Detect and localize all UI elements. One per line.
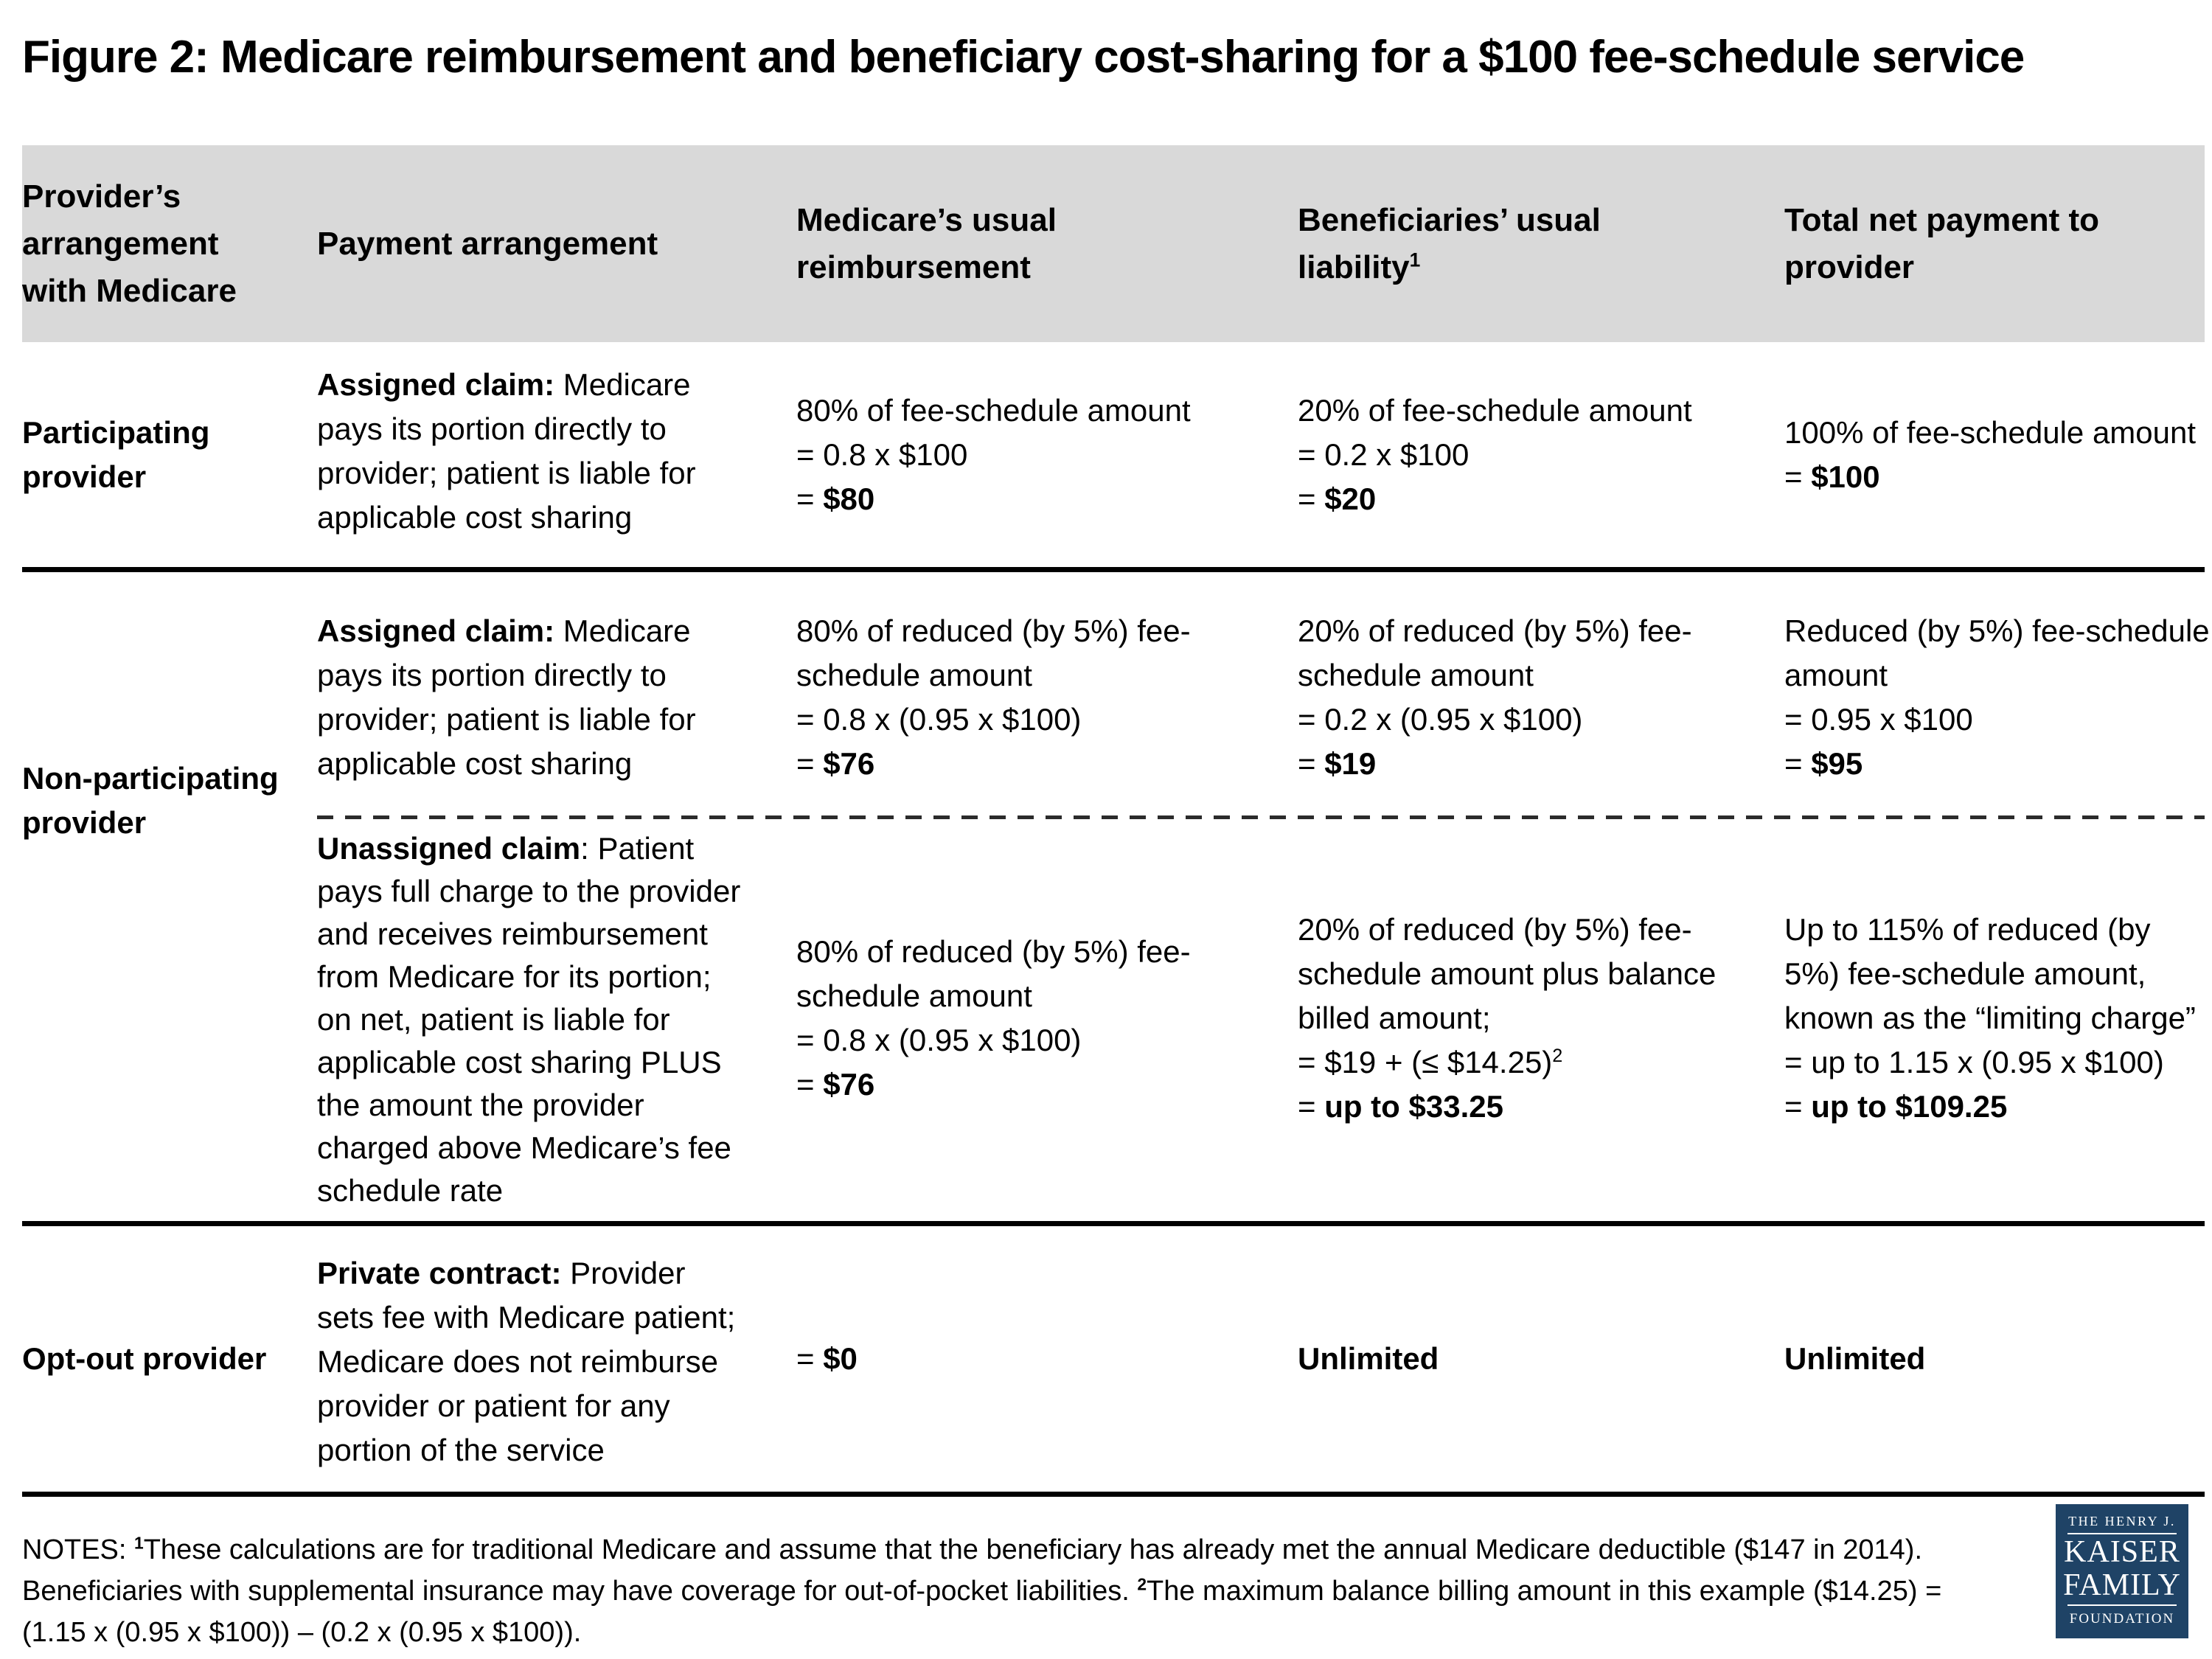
opt-out-reimbursement: = $0 — [796, 1341, 858, 1376]
logo-line-henry-j: THE HENRY J. — [2068, 1514, 2176, 1528]
logo-line-foundation: FOUNDATION — [2069, 1611, 2175, 1627]
participating-payment-arrangement: Assigned claim: Medicare pays its portion directly to provider; patient is liable for applicable cost sharing — [317, 367, 696, 535]
dashed-divider — [317, 815, 2205, 819]
nonpar-unassigned-payment-arrangement: Unassigned claim: Patient pays full charge to the provider and receives reimbursement from Medicare for its portion; on net, patient is liable for applicable cost sharing PLUS the amount the provider charged above Medicare’s fee schedule rate — [317, 831, 741, 1208]
nonpar-assigned-total-payment: Reduced (by 5%) fee-schedule amount = 0.95 x $100 = $95 — [1784, 613, 2210, 781]
participating-total-payment: 100% of fee-schedule amount = $100 — [1784, 414, 2197, 494]
logo-line-kaiser: KAISER — [2064, 1535, 2180, 1569]
kaiser-family-foundation-logo — [2056, 1504, 2188, 1638]
nonpar-unassigned-liability: 20% of reduced (by 5%) fee- schedule amount plus balance billed amount; = $19 + (≤ $14.25)$^2$ = up to $33.25 — [1298, 912, 1717, 1124]
logo-rule-bottom — [2067, 1604, 2177, 1606]
header-beneficiaries-liability: Beneficiaries’ usual liability$^1$ — [1298, 201, 1601, 285]
participating-liability: 20% of fee-schedule amount = 0.2 x $100 = $20 — [1298, 392, 1692, 516]
nonpar-assigned-reimbursement: 80% of reduced (by 5%) fee- schedule amount = 0.8 x (0.95 x $100) = $76 — [796, 613, 1191, 781]
header-provider-arrangement: Provider’s arrangement with Medicare — [22, 178, 237, 309]
header-payment-arrangement: Payment arrangement — [317, 225, 658, 262]
row-non-participating-provider — [22, 572, 2210, 1226]
participating-reimbursement: 80% of fee-schedule amount = 0.8 x $100 = $80 — [796, 392, 1191, 516]
nonpar-assigned-payment-arrangement: Assigned claim: Medicare pays its portion directly to provider; patient is liable for applicable cost sharing — [317, 613, 696, 781]
row-opt-out-provider — [22, 1226, 2205, 1497]
logo-rule-top — [2067, 1533, 2177, 1534]
header-total-net-payment: Total net payment to provider — [1784, 201, 2099, 285]
medicare-cost-sharing-table — [22, 145, 2210, 1497]
table-header-row — [22, 145, 2205, 342]
opt-out-liability: Unlimited — [1298, 1341, 1439, 1376]
logo-line-family: FAMILY — [2063, 1568, 2181, 1602]
nonpar-assigned-liability: 20% of reduced (by 5%) fee- schedule amount = 0.2 x (0.95 x $100) = $19 — [1298, 613, 1692, 781]
opt-out-payment-arrangement: Private contract: Provider sets fee with Medicare patient; Medicare does not reimburse provider or patient for any portion of the service — [317, 1256, 736, 1467]
opt-out-label: Opt-out provider — [22, 1341, 267, 1376]
participating-label: Participating provider — [22, 414, 210, 494]
nonpar-unassigned-reimbursement: 80% of reduced (by 5%) fee- schedule amount = 0.8 x (0.95 x $100) = $76 — [796, 934, 1191, 1102]
header-medicare-reimbursement: Medicare’s usual reimbursement — [796, 201, 1057, 285]
non-participating-label: Non-participating provider — [22, 761, 279, 840]
figure-title: Figure 2: Medicare reimbursement and beneficiary cost-sharing for a $100 fee-schedule service — [22, 32, 2025, 83]
opt-out-total-payment: Unlimited — [1784, 1341, 1926, 1376]
figure-footer — [22, 1500, 2190, 1659]
figure-notes: NOTES: $^1$These calculations are for traditional Medicare and assume that the beneficiary has already met the annual Medicare deductible ($147 in 2014). Beneficiaries with supplemental insurance may have coverage for out-of-pocket liabilities. $^2$The maximum balance billing amount in this example ($14.25) = (1.15 x (0.95 x $100)) – (0.2 x (0.95 x $100)). — [22, 1533, 1942, 1648]
row-participating-provider — [22, 342, 2205, 572]
nonpar-unassigned-total-payment: Up to 115% of reduced (by 5%) fee-schedule amount, known as the “limiting charge” = up to 1.15 x (0.95 x $100) = up to $109.25 — [1784, 912, 2196, 1124]
